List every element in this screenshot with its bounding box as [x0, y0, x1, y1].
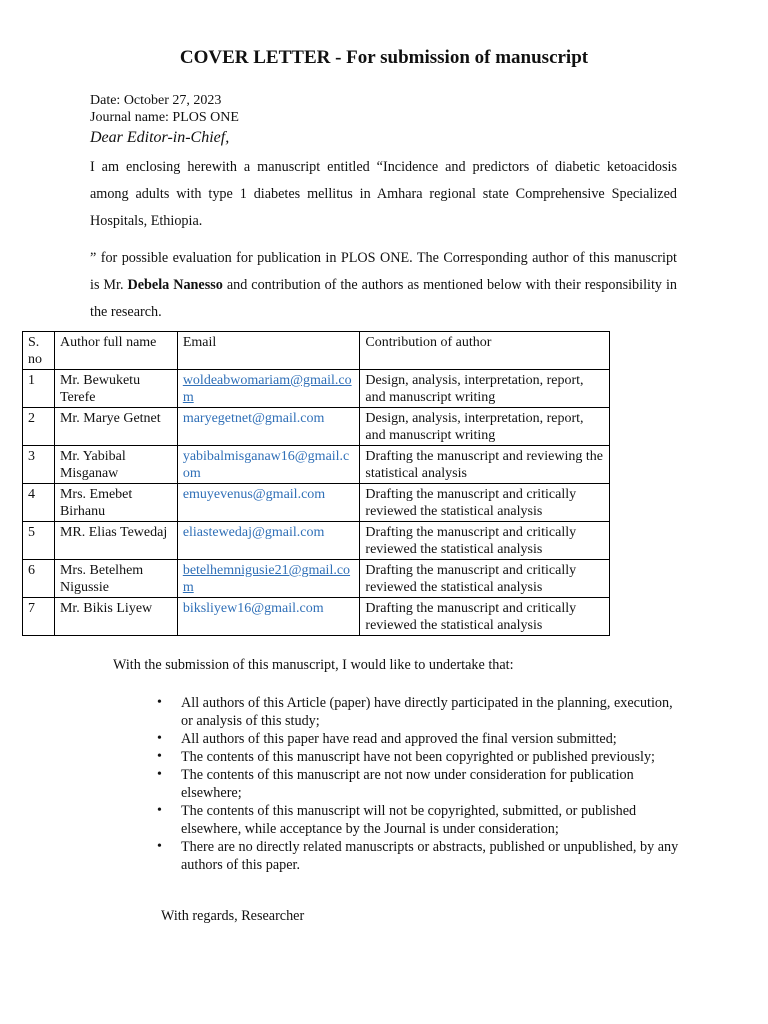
email-link[interactable]: biksliyew16@gmail.com [182, 601, 324, 616]
authors-table [22, 331, 610, 636]
cell-sno: 5 [23, 522, 55, 560]
cell-contribution: Design, analysis, interpretation, report, and manuscript writing [360, 408, 610, 446]
cell-contribution: Design, analysis, interpretation, report, and manuscript writing [360, 370, 610, 408]
undertaking-list [157, 694, 681, 874]
list-item [157, 730, 681, 748]
list-item-text: All authors of this paper have read and approved the final version submitted; [181, 731, 617, 747]
cell-author-name: Mrs. Betelhem Nigussie [54, 560, 177, 598]
header-contribution: Contribution of author [360, 332, 610, 370]
cell-sno: 4 [23, 484, 55, 522]
list-item [157, 694, 681, 730]
cell-email [177, 370, 360, 408]
cell-email [177, 484, 360, 522]
cell-author-name: Mr. Yabibal Misganaw [54, 446, 177, 484]
cell-author-name: Mr. Bewuketu Terefe [54, 370, 177, 408]
cell-contribution: Drafting the manuscript and critically reviewed the statistical analysis [360, 560, 610, 598]
table-row [23, 560, 610, 598]
list-item-text: There are no directly related manuscripts or abstracts, published or unpublished, by any authors of this paper. [181, 839, 679, 873]
list-item [157, 748, 681, 766]
header-sno: S. no [23, 332, 55, 370]
cell-contribution: Drafting the manuscript and critically reviewed the statistical analysis [360, 484, 610, 522]
bullet-icon: • [157, 749, 162, 764]
para2-after: and contribution of the authors as mentioned below with their responsibility in the research. [90, 277, 677, 320]
table-header-row [23, 332, 610, 370]
bullet-icon: • [157, 731, 162, 746]
cell-author-name: Mr. Marye Getnet [54, 408, 177, 446]
cell-sno: 3 [23, 446, 55, 484]
cell-email [177, 446, 360, 484]
letter-title: COVER LETTER - For submission of manuscript [179, 47, 589, 68]
bullet-icon: • [157, 839, 162, 854]
cell-author-name: Mrs. Emebet Birhanu [54, 484, 177, 522]
cell-email [177, 560, 360, 598]
closing-regards: With regards, Researcher [161, 908, 305, 924]
cell-contribution: Drafting the manuscript and critically reviewed the statistical analysis [360, 598, 610, 636]
list-item-text: All authors of this Article (paper) have directly participated in the planning, execution, or analysis of this study; [181, 695, 673, 729]
list-item-text: The contents of this manuscript are not now under consideration for publication elsewhere; [181, 767, 634, 801]
email-link[interactable]: maryegetnet@gmail.com [182, 411, 325, 426]
bullet-icon: • [157, 767, 162, 782]
cell-contribution: Drafting the manuscript and critically reviewed the statistical analysis [360, 522, 610, 560]
table-row [23, 598, 610, 636]
salutation: Dear Editor-in-Chief, [90, 129, 230, 146]
email-link[interactable]: eliastewedaj@gmail.com [182, 525, 325, 540]
para2-before: ” for possible evaluation for publication in PLOS ONE. The Corresponding author of this manuscript is Mr. [90, 250, 677, 293]
intro-paragraph: I am enclosing herewith a manuscript entitled “Incidence and predictors of diabetic ketoacidosis among adults with type 1 diabetes mellitus in Amhara regional state Comprehensive Specialized Hospitals, Ethiopia. [90, 159, 677, 229]
table-row [23, 446, 610, 484]
cell-contribution: Drafting the manuscript and reviewing the statistical analysis [360, 446, 610, 484]
cell-sno: 2 [23, 408, 55, 446]
list-item [157, 802, 681, 838]
journal-name: Journal name: PLOS ONE [90, 110, 239, 125]
email-link[interactable]: woldeabwomariam@gmail.com [182, 373, 352, 405]
list-item [157, 838, 681, 874]
list-item [157, 766, 681, 802]
cell-sno: 6 [23, 560, 55, 598]
header-author-name: Author full name [54, 332, 177, 370]
list-item-text: The contents of this manuscript will not be copyrighted, submitted, or published elsewhere, while acceptance by the Journal is under consideration; [181, 803, 637, 837]
undertake-statement: With the submission of this manuscript, I would like to undertake that: [113, 657, 514, 673]
cell-email [177, 408, 360, 446]
cell-sno: 1 [23, 370, 55, 408]
cell-email [177, 522, 360, 560]
corresponding-author-name: Debela Nanesso [127, 277, 223, 293]
header-email: Email [177, 332, 360, 370]
list-item-text: The contents of this manuscript have not been copyrighted or published previously; [181, 749, 655, 765]
table-row [23, 522, 610, 560]
cell-author-name: MR. Elias Tewedaj [54, 522, 177, 560]
cell-email [177, 598, 360, 636]
cell-sno: 7 [23, 598, 55, 636]
table-row [23, 408, 610, 446]
bullet-icon: • [157, 695, 162, 710]
table-row [23, 484, 610, 522]
corresponding-author-paragraph [90, 245, 677, 326]
table-row [23, 370, 610, 408]
cell-author-name: Mr. Bikis Liyew [54, 598, 177, 636]
bullet-icon: • [157, 803, 162, 818]
email-link[interactable]: betelhemnigusie21@gmail.com [182, 563, 351, 595]
email-link[interactable]: yabibalmisganaw16@gmail.com [182, 449, 350, 481]
email-link[interactable]: emuyevenus@gmail.com [182, 487, 326, 502]
letter-date: Date: October 27, 2023 [90, 93, 222, 108]
